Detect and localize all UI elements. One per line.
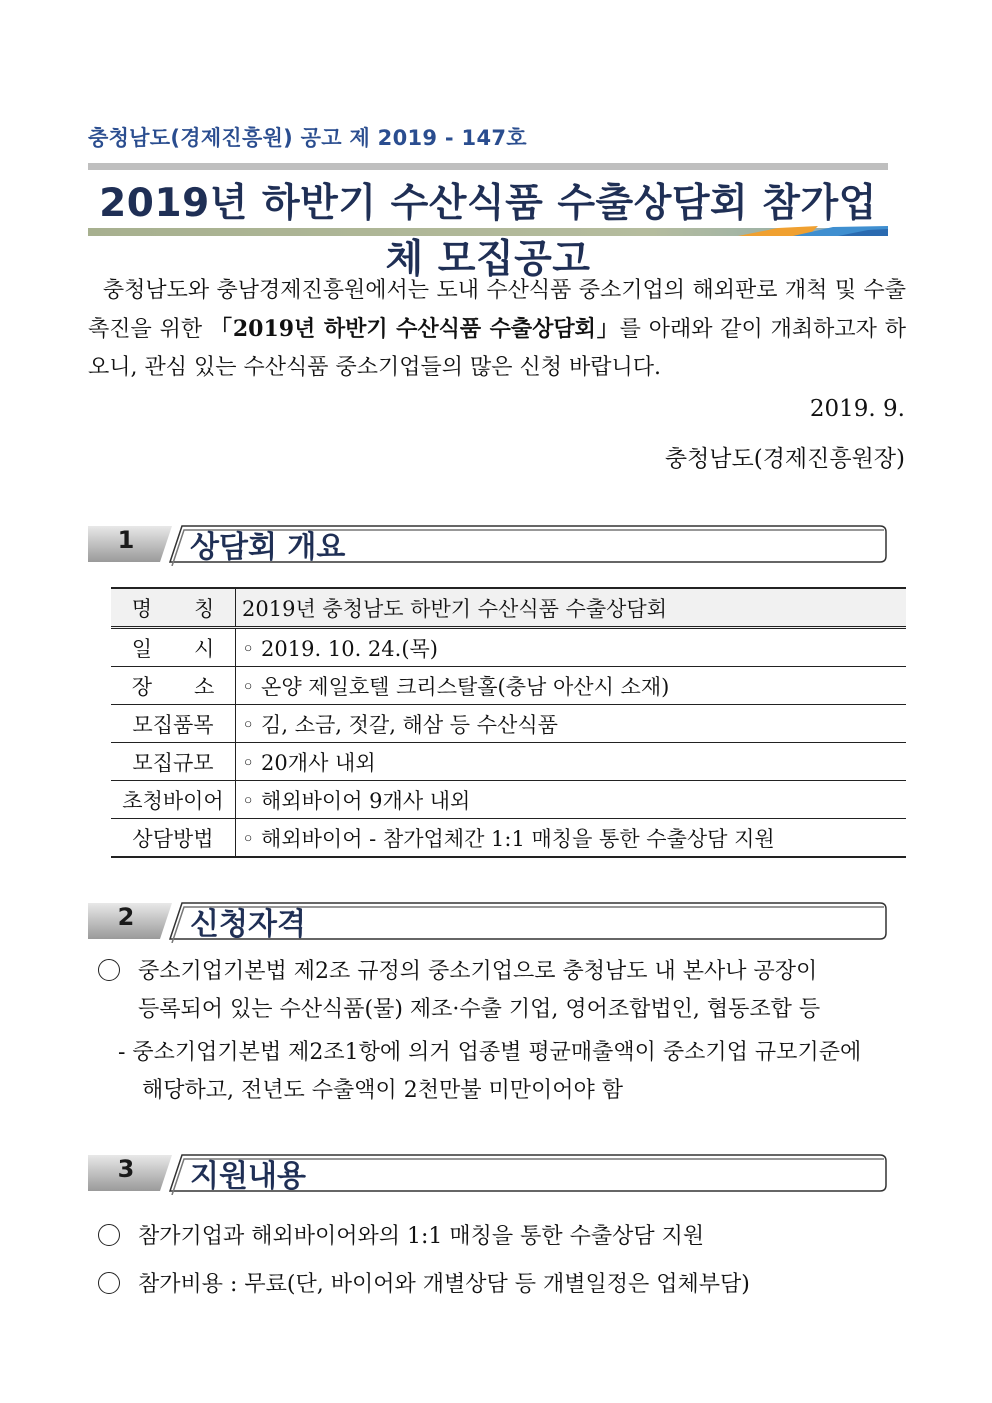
table-row — [111, 628, 906, 667]
intro-paragraph — [88, 272, 906, 387]
row-value: 2019년 충청남도 하반기 수산식품 수출상담회 — [236, 588, 907, 628]
eligibility-sub-line-2: 해당하고, 전년도 수출액이 2천만불 미만이어야 함 — [142, 1078, 623, 1103]
intro-event-name: 「2019년 하반기 수산식품 수출상담회」 — [209, 316, 620, 342]
row-key: 모집규모 — [111, 743, 236, 781]
title-rule-accent — [738, 226, 888, 236]
row-value: ◦ 20개사 내외 — [236, 743, 907, 781]
section-title: 상담회 개요 — [190, 530, 346, 565]
row-key: 모집품목 — [111, 705, 236, 743]
overview-table — [111, 587, 906, 858]
row-key: 일 시 — [111, 628, 236, 667]
section-title: 지원내용 — [190, 1159, 306, 1194]
section-number: 1 — [117, 526, 135, 554]
title-top-rule — [88, 163, 888, 170]
notice-number: 충청남도(경제진흥원) 공고 제 2019 - 147호 — [88, 126, 527, 150]
table-row — [111, 819, 906, 858]
circle-bullet-icon — [98, 1224, 120, 1246]
section-header-3 — [88, 1151, 888, 1193]
intro-text-part2: 를 아래와 같이 개최하고자 하오니, 관심 있는 수산식품 중소기업들의 많은 신청 바랍니다. — [88, 317, 907, 380]
row-value: ◦ 해외바이어 9개사 내외 — [236, 781, 907, 819]
support-item — [98, 1218, 704, 1256]
section-header-2 — [88, 899, 888, 941]
issuing-organization: 충청남도(경제진흥원장) — [664, 446, 905, 472]
section-number: 2 — [117, 903, 135, 931]
eligibility-line-1: 중소기업기본법 제2조 규정의 중소기업으로 충청남도 내 본사나 공장이 — [138, 959, 818, 984]
row-value: ◦ 2019. 10. 24.(목) — [236, 628, 907, 667]
circle-bullet-icon — [98, 1272, 120, 1294]
row-key: 장 소 — [111, 667, 236, 705]
row-value: ◦ 해외바이어 - 참가업체간 1:1 매칭을 통한 수출상담 지원 — [236, 819, 907, 858]
section-title: 신청자격 — [190, 907, 306, 942]
table-row — [111, 588, 906, 628]
table-row — [111, 667, 906, 705]
page-title: 2019년 하반기 수산식품 수출상담회 참가업체 모집공고 — [99, 181, 877, 282]
row-key: 명 칭 — [111, 588, 236, 628]
table-row — [111, 743, 906, 781]
support-item-text: 참가비용 : 무료(단, 바이어와 개별상담 등 개별일정은 업체부담) — [138, 1272, 750, 1297]
circle-bullet-icon — [98, 959, 120, 981]
eligibility-sub-line-1: - 중소기업기본법 제2조1항에 의거 업종별 평균매출액이 중소기업 규모기준에 — [118, 1040, 862, 1065]
row-value: ◦ 김, 소금, 젓갈, 해삼 등 수산식품 — [236, 705, 907, 743]
eligibility-line-2: 등록되어 있는 수산식품(물) 제조·수출 기업, 영어조합법인, 협동조합 등 — [138, 997, 821, 1022]
table-row — [111, 705, 906, 743]
section-header-1 — [88, 522, 888, 564]
row-value: ◦ 온양 제일호텔 크리스탈홀(충남 아산시 소재) — [236, 667, 907, 705]
intro-text-part1: 충청남도와 충남경제진흥원에서는 도내 수산식품 중소기업의 해외판로 개척 및 수출촉진을 위한 — [88, 278, 906, 342]
support-item-text: 참가기업과 해외바이어와의 1:1 매칭을 통한 수출상담 지원 — [138, 1224, 705, 1249]
notice-date: 2019. 9. — [809, 396, 905, 422]
table-row — [111, 781, 906, 819]
support-item — [98, 1266, 750, 1304]
section-number: 3 — [117, 1155, 135, 1183]
row-key: 초청바이어 — [111, 781, 236, 819]
row-key: 상담방법 — [111, 819, 236, 858]
